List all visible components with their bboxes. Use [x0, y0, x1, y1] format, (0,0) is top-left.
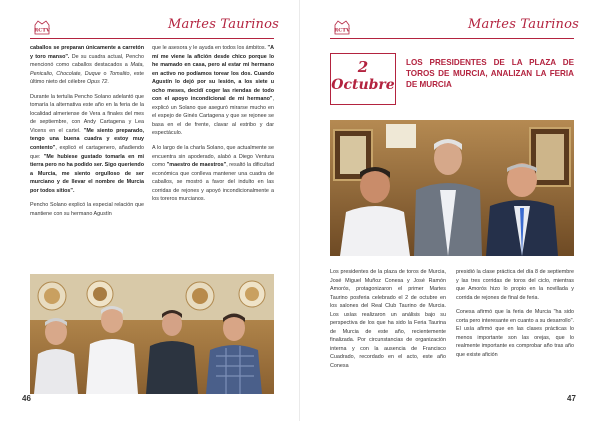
header-title: Martes Taurinos — [168, 17, 280, 32]
left-column-2 — [152, 44, 274, 210]
paragraph: caballos se preparan únicamente a carretón y toro manso". De su cuadra actual, Pencho mencionó como caballos destacados a Mata, Penicalio, Chocolate, Duque o Tomalito, este último nieto del célebre Opus 72. — [30, 45, 145, 86]
group-photo — [30, 274, 274, 394]
paragraph: que le asesora y le ayuda en todos los ámbitos. "A mí me viene la afición desde chico porque lo he mamado en casa, pero al estar mi hermano en activo no podíamos torear los dos. Cuando Agustín lo dejó por su lesión, a los siete u ocho meses, decidí coger las riendas de todo con el apoyo incondicional de mi hermano", explicó un Solano que aseguró mirarse mucho en el espejo de Ginés Cartagena y que se rejonee se basa en el de frente, clavar al estribo y dar espectáculo. — [152, 45, 274, 137]
header-title: Martes Taurinos — [468, 17, 580, 32]
svg-text:RCTV: RCTV — [34, 27, 50, 34]
date-day: 2 — [357, 58, 369, 76]
paragraph: presidió la clase práctica del día 8 de septiembre y las tres corridas de toros del ciclo, mientras que Amorós hizo lo propio en la novillada y corrida de rejones de final de feria. — [456, 269, 574, 301]
club-logo-icon — [332, 18, 352, 36]
left-column-1 — [30, 44, 144, 224]
right-column-2 — [456, 268, 574, 365]
page-number: 47 — [567, 394, 576, 403]
svg-text:RCTV: RCTV — [334, 27, 350, 34]
club-logo-icon — [32, 18, 52, 36]
paragraph: Los presidentes de la plaza de toros de Murcia, José Miguel Muñoz Conesa y José Ramón Amorós, protagonizaron el primer Martes Taurino posferia celebrado el 2 de octubre en los salones del Real Club Taurino de Murcia. Los usías realizaron un análisis bajo su perspectiva de los que ha sido la Feria Taurina de Murcia de este año, recientemente finalizada. Por circunstancias de organización interna y con la ausencia de Francisco Cuadrado, recordado en el acto, este año Conesa — [330, 269, 446, 370]
presidents-photo — [330, 120, 574, 256]
paragraph: Pencho Solano explicó la especial relación que mantiene con su hermano Agustín — [30, 202, 144, 217]
header-rule — [330, 38, 574, 39]
right-column-1 — [330, 268, 446, 377]
paragraph: Conesa afirmó que la feria de Murcia "ha sido corta pero interesante en cuanto a su desarrollo". El usía afirmó que en las clases prácticas lo menos importante son las orejas, que lo realmente importante es comprobar año tras año que existe afición — [456, 309, 574, 358]
paragraph: A lo largo de la charla Solano, que actualmente se encuentra sin apoderado, alabó a Diego Ventura como "maestro de maestros", resaltó la dificultad económica que conlleva mantener una cuadra de caballos, se mostró a favor del indulto en las corridas de rejones y apoyó incondicionalmente a los toreros murcianos. — [152, 145, 274, 203]
right-page — [300, 0, 600, 421]
paragraph: Durante la tertulia Pencho Solano adelantó que tomaría la alternativa este año en la feria de la localidad almeriense de Vera a finales del mes de septiembre, con Andy Cartagena y Lea Vicens en el cartel. "Me siento preparado, tengo una buena cuadra y estoy muy contento", explicó el cartagenero, añadiendo que: "Me hubiese gustado tomarla en mi tierra pero no ha podido ser. Sigo queriendo a Murcia, me siento orgulloso de ser murciano y de llevar el nombre de Murcia por todos sitios". — [30, 93, 144, 194]
header-rule — [30, 38, 274, 39]
date-box — [330, 53, 396, 105]
page-number: 46 — [22, 394, 31, 403]
date-month: Octubre — [331, 77, 395, 93]
article-headline: LOS PRESIDENTES DE LA PLAZA DE TOROS DE MURCIA, ANALIZAN LA FERIA DE MURCIA — [406, 58, 574, 89]
